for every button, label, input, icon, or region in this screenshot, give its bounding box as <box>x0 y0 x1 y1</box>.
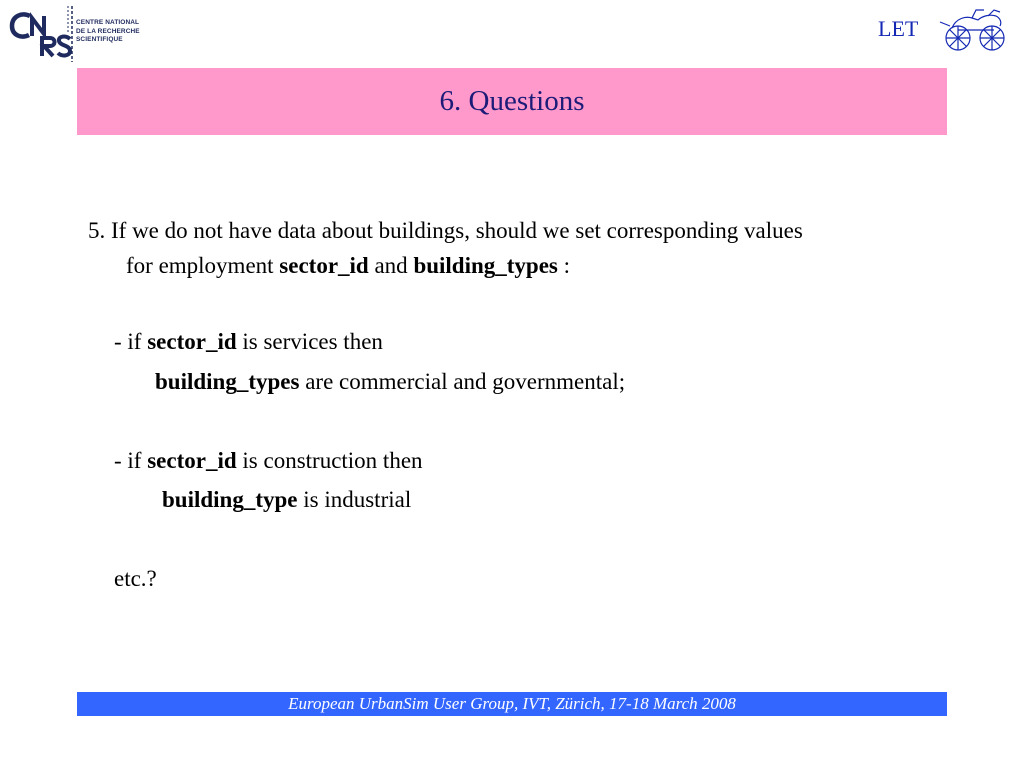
term-building-types: building_types <box>155 369 300 394</box>
text-span: and <box>368 253 414 278</box>
result-construction <box>162 487 411 513</box>
cnrs-name <box>76 19 140 45</box>
term-sector-id: sector_id <box>147 448 237 473</box>
term-building-type: building_type <box>162 487 298 512</box>
text-span: : <box>557 253 571 278</box>
title-band <box>77 68 947 135</box>
cnrs-line-2: DE LA RECHERCHE <box>76 27 140 35</box>
term-sector-id: sector_id <box>147 329 237 354</box>
carriage-icon <box>938 6 1008 52</box>
text-span: - if <box>114 329 148 354</box>
term-building-types: building_types <box>413 253 558 278</box>
cnrs-line-3: SCIENTIFIQUE <box>76 36 123 43</box>
footer-band <box>77 692 947 716</box>
footer-text: European UrbanSim User Group, IVT, Zürich, 17-18 March 2008 <box>288 694 736 713</box>
text-span: is construction then <box>236 448 423 473</box>
result-services <box>155 369 625 395</box>
question-5-line-2 <box>126 253 570 279</box>
text-span: for employment <box>126 253 280 278</box>
text-span: - if <box>114 448 148 473</box>
term-sector-id: sector_id <box>279 253 369 278</box>
etc-line: etc.? <box>114 566 157 591</box>
question-5-text: 5. If we do not have data about buildings, should we set corresponding values <box>88 218 803 243</box>
condition-services <box>114 329 383 355</box>
text-span: is services then <box>236 329 383 354</box>
condition-construction <box>114 448 423 474</box>
let-label: LET <box>878 16 919 41</box>
text-span: are commercial and governmental; <box>299 369 626 394</box>
cnrs-line-1: CENTRE NATIONAL <box>76 19 140 26</box>
text-span: is industrial <box>297 487 412 512</box>
question-5-line-1 <box>88 218 803 244</box>
slide-title: 6. Questions <box>439 85 585 117</box>
